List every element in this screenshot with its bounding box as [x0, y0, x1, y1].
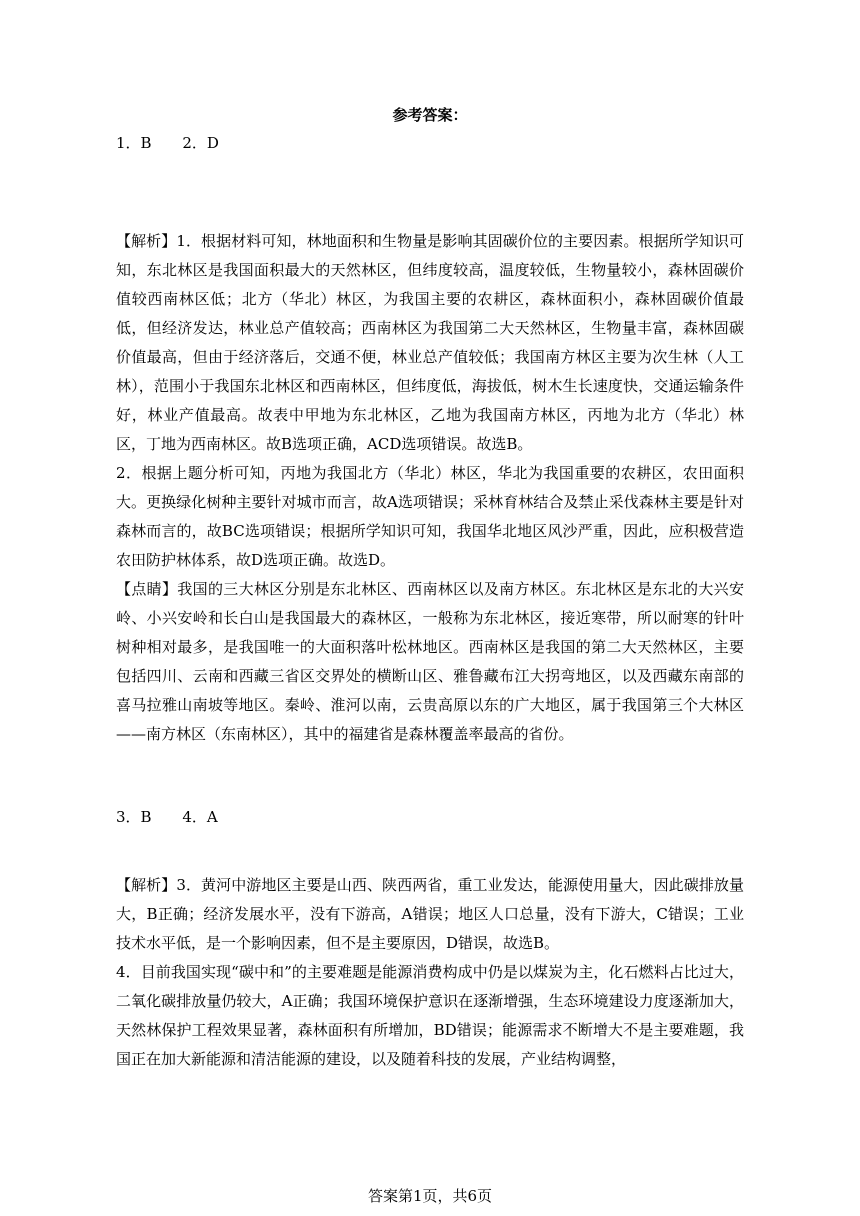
- analysis-paragraph: 【解析】3．黄河中游地区主要是山西、陕西两省，重工业发达，能源使用量大，因此碳排放量大，B正确；经济发展水平，没有下游高，A错误；地区人口总量，没有下游大，C错误；工业技术水平低，是一个影响因素，但不是主要原因，D错误，故选B。: [116, 876, 744, 952]
- answer-item: 2．D: [182, 134, 219, 152]
- answer-line: [116, 803, 744, 832]
- analysis-paragraph: 2．根据上题分析可知，丙地为我国北方（华北）林区，华北为我国重要的农耕区，农田面积大。更换绿化树种主要针对城市而言，故A选项错误；采林育林结合及禁止采伐森林主要是针对森林而言的，故BC选项错误；根据所学知识可知，我国华北地区风沙严重，因此，应积极营造农田防护林体系，故D选项正确。故选D。: [116, 464, 744, 569]
- answer-line: [116, 129, 744, 158]
- page-title: 参考答案：: [392, 106, 468, 124]
- page-footer: 答案第1页，共6页: [367, 1187, 493, 1205]
- explanation-block-1: [116, 227, 744, 749]
- answer-block-2: [116, 803, 744, 832]
- analysis-paragraph: 【解析】1．根据材料可知，林地面积和生物量是影响其固碳价位的主要因素。根据所学知识可知，东北林区是我国面积最大的天然林区，但纬度较高，温度较低，生物量较小，森林固碳价值较西南林区低；北方（华北）林区，为我国主要的农耕区，森林面积小，森林固碳价值最低，但经济发达，林业总产值较高；西南林区为我国第二大天然林区，生物量丰富，森林固碳价值最高，但由于经济落后，交通不便，林业总产值较低；我国南方林区主要为次生林（人工林），范围小于我国东北林区和西南林区，但纬度低，海拔低，树木生长速度快，交通运输条件好，林业产值最高。故表中甲地为东北林区，乙地为我国南方林区，丙地为北方（华北）林区，丁地为西南林区。故B选项正确，ACD选项错误。故选B。: [116, 232, 744, 453]
- analysis-paragraph: 4．目前我国实现“碳中和”的主要难题是能源消费构成中仍是以煤炭为主，化石燃料占比过大，二氧化碳排放量仍较大，A正确；我国环境保护意识在逐渐增强，生态环境建设力度逐渐加大，天然林保护工程效果显著，森林面积有所增加，BD错误；能源需求不断增大不是主要难题，我国正在加大新能源和清洁能源的建设，以及随着科技的发展，产业结构调整，: [116, 963, 744, 1068]
- explanation-block-2: [116, 871, 744, 1074]
- answer-item: 1．B: [116, 134, 152, 152]
- answer-item: 3．B: [116, 808, 152, 826]
- answer-block-1: [116, 129, 744, 158]
- tip-paragraph: 【点睛】我国的三大林区分别是东北林区、西南林区以及南方林区。东北林区是东北的大兴安岭、小兴安岭和长白山是我国最大的森林区，一般称为东北林区，接近寒带，所以耐寒的针叶树种相对最多，是我国唯一的大面积落叶松林地区。西南林区是我国的第二大天然林区，主要包括四川、云南和西藏三省区交界处的横断山区、雅鲁藏布江大拐弯地区，以及西藏东南部的喜马拉雅山南坡等地区。秦岭、淮河以南，云贵高原以东的广大地区，属于我国第三个大林区——南方林区（东南林区），其中的福建省是森林覆盖率最高的省份。: [116, 580, 744, 743]
- answer-item: 4．A: [182, 808, 218, 826]
